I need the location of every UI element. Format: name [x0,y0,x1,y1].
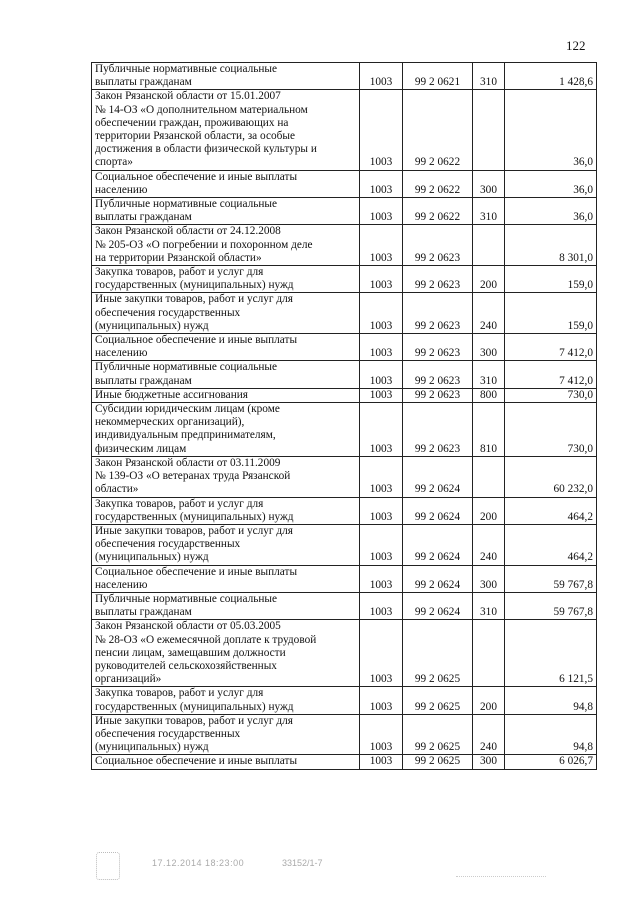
row-article: 99 2 0621 [403,63,473,90]
row-name: Закупка товаров, работ и услуг для государственных (муниципальных) нужд [92,687,360,714]
row-section: 1003 [360,293,403,334]
row-amount: 36,0 [505,90,597,170]
row-section: 1003 [360,592,403,619]
row-amount: 36,0 [505,170,597,197]
row-expense-type: 310 [473,198,505,225]
row-article: 99 2 0623 [403,266,473,293]
row-name: Закон Рязанской области от 03.11.2009 № 139-ОЗ «О ветеранах труда Рязанской области» [92,456,360,497]
table-row [92,497,597,524]
row-article: 99 2 0624 [403,565,473,592]
row-article: 99 2 0624 [403,497,473,524]
row-name: Иные закупки товаров, работ и услуг для обеспечения государственных (муниципальных) нужд [92,293,360,334]
row-section: 1003 [360,266,403,293]
table-row [92,170,597,197]
row-amount: 94,8 [505,687,597,714]
row-amount: 60 232,0 [505,456,597,497]
row-amount: 7 412,0 [505,361,597,388]
row-article: 99 2 0623 [403,293,473,334]
row-amount: 1 428,6 [505,63,597,90]
row-expense-type: 200 [473,497,505,524]
table-row [92,592,597,619]
footer-stamp-area [96,852,576,882]
row-expense-type: 310 [473,592,505,619]
row-amount: 7 412,0 [505,334,597,361]
row-name: Иные закупки товаров, работ и услуг для обеспечения государственных (муниципальных) нужд [92,524,360,565]
row-name: Социальное обеспечение и иные выплаты [92,755,360,769]
row-article: 99 2 0624 [403,456,473,497]
table-row [92,63,597,90]
row-article: 99 2 0625 [403,714,473,755]
row-expense-type [473,225,505,266]
row-expense-type: 310 [473,63,505,90]
page-number: 122 [566,38,586,53]
row-section: 1003 [360,198,403,225]
row-name: Закон Рязанской области от 05.03.2005 № 28-ОЗ «О ежемесячной доплате к трудовой пенсии лицам, замещавшим должности руководителей сельскохозяйственных организаций» [92,620,360,687]
row-expense-type: 300 [473,170,505,197]
row-name: Публичные нормативные социальные выплаты гражданам [92,592,360,619]
row-amount: 730,0 [505,403,597,457]
row-amount: 6 026,7 [505,755,597,769]
table-row [92,755,597,769]
row-amount: 8 301,0 [505,225,597,266]
row-name: Закупка товаров, работ и услуг для государственных (муниципальных) нужд [92,497,360,524]
row-name: Публичные нормативные социальные выплаты гражданам [92,361,360,388]
row-article: 99 2 0623 [403,388,473,402]
stamp-icon [96,852,120,880]
row-section: 1003 [360,565,403,592]
table-row [92,361,597,388]
footer-timestamp: 17.12.2014 18:23:00 [152,858,245,868]
row-amount: 464,2 [505,497,597,524]
row-amount: 59 767,8 [505,592,597,619]
row-article: 99 2 0623 [403,361,473,388]
row-amount: 464,2 [505,524,597,565]
row-article: 99 2 0623 [403,334,473,361]
table-row [92,687,597,714]
row-name: Публичные нормативные социальные выплаты гражданам [92,63,360,90]
table-row [92,293,597,334]
row-section: 1003 [360,620,403,687]
row-name: Закон Рязанской области от 24.12.2008 № 205-ОЗ «О погребении и похоронном деле на территории Рязанской области» [92,225,360,266]
row-name: Социальное обеспечение и иные выплаты населению [92,334,360,361]
row-expense-type: 810 [473,403,505,457]
row-section: 1003 [360,225,403,266]
row-name: Закупка товаров, работ и услуг для государственных (муниципальных) нужд [92,266,360,293]
row-amount: 159,0 [505,266,597,293]
row-section: 1003 [360,403,403,457]
row-expense-type: 240 [473,524,505,565]
table-row [92,565,597,592]
row-article: 99 2 0622 [403,170,473,197]
row-expense-type: 240 [473,293,505,334]
signature-mark [456,854,546,877]
table-row [92,198,597,225]
row-article: 99 2 0622 [403,90,473,170]
row-article: 99 2 0623 [403,403,473,457]
row-section: 1003 [360,524,403,565]
row-expense-type: 800 [473,388,505,402]
row-article: 99 2 0625 [403,687,473,714]
row-expense-type: 300 [473,565,505,592]
row-expense-type: 200 [473,266,505,293]
row-article: 99 2 0622 [403,198,473,225]
table-row [92,90,597,170]
footer-document-code: 33152/1-7 [282,858,323,868]
row-amount: 159,0 [505,293,597,334]
row-amount: 94,8 [505,714,597,755]
row-name: Закон Рязанской области от 15.01.2007 № 14-ОЗ «О дополнительном материальном обеспечении граждан, проживающих на территории Рязанской области, за особые достижения в области физической культуры и спорта» [92,90,360,170]
row-article: 99 2 0623 [403,225,473,266]
table-row [92,714,597,755]
table-row [92,334,597,361]
row-article: 99 2 0624 [403,524,473,565]
row-article: 99 2 0625 [403,620,473,687]
row-section: 1003 [360,63,403,90]
budget-table [91,62,597,770]
table-row [92,225,597,266]
row-section: 1003 [360,687,403,714]
table-row [92,524,597,565]
table-row [92,266,597,293]
row-expense-type [473,456,505,497]
table-row [92,620,597,687]
row-article: 99 2 0624 [403,592,473,619]
row-expense-type: 310 [473,361,505,388]
row-section: 1003 [360,497,403,524]
row-section: 1003 [360,755,403,769]
row-name: Иные бюджетные ассигнования [92,388,360,402]
row-section: 1003 [360,388,403,402]
table-row [92,388,597,402]
row-section: 1003 [360,714,403,755]
row-expense-type [473,90,505,170]
table-row [92,403,597,457]
row-amount: 730,0 [505,388,597,402]
row-section: 1003 [360,456,403,497]
row-name: Субсидии юридическим лицам (кроме некоммерческих организаций), индивидуальным предпринимателям, физическим лицам [92,403,360,457]
row-expense-type [473,620,505,687]
row-expense-type: 240 [473,714,505,755]
row-name: Публичные нормативные социальные выплаты гражданам [92,198,360,225]
row-expense-type: 300 [473,755,505,769]
table-row [92,456,597,497]
row-amount: 59 767,8 [505,565,597,592]
row-expense-type: 200 [473,687,505,714]
row-section: 1003 [360,334,403,361]
row-section: 1003 [360,361,403,388]
row-section: 1003 [360,170,403,197]
row-article: 99 2 0625 [403,755,473,769]
row-name: Социальное обеспечение и иные выплаты населению [92,565,360,592]
row-amount: 36,0 [505,198,597,225]
row-section: 1003 [360,90,403,170]
row-name: Социальное обеспечение и иные выплаты населению [92,170,360,197]
row-expense-type: 300 [473,334,505,361]
row-name: Иные закупки товаров, работ и услуг для обеспечения государственных (муниципальных) нужд [92,714,360,755]
row-amount: 6 121,5 [505,620,597,687]
